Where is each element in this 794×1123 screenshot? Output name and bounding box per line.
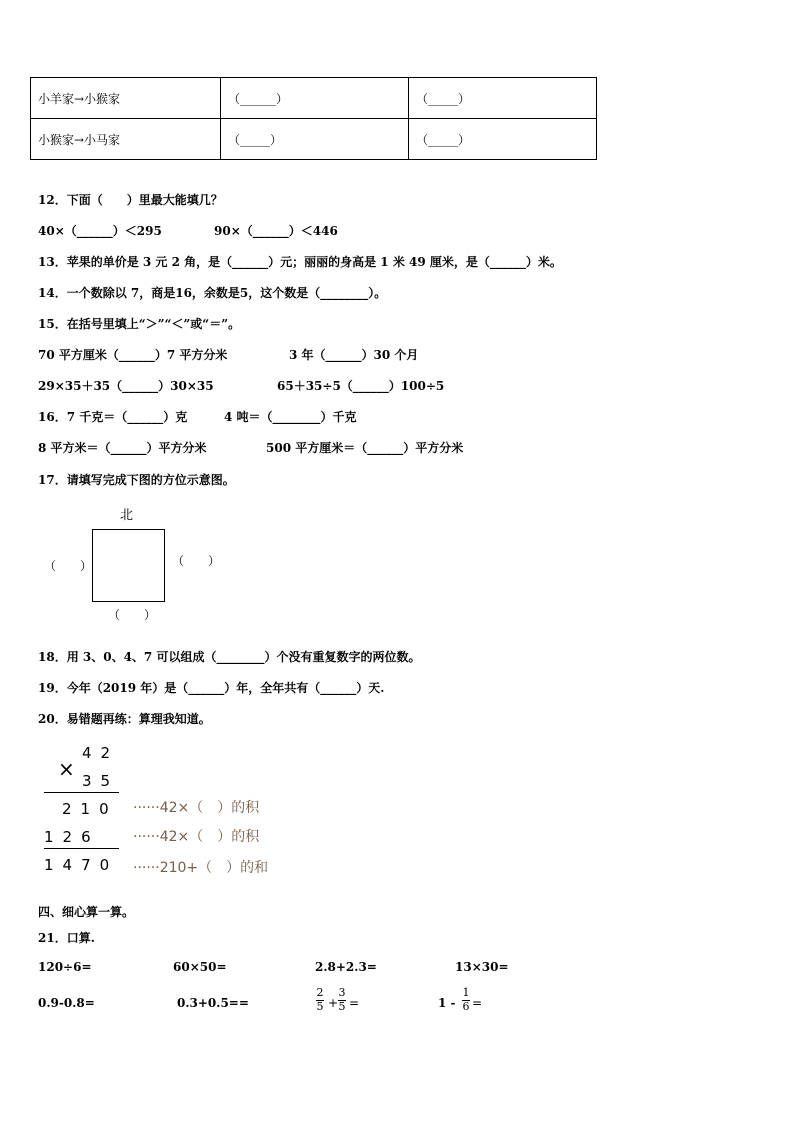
question-16-r2b: 500 平方厘米＝（______）平方分米	[266, 441, 464, 455]
north-label: 北	[120, 508, 134, 523]
question-12-title: 12．下面（ ）里最大能填几？	[38, 193, 223, 207]
table-cell: 小羊家→小猴家	[31, 78, 221, 119]
question-15-title: 15．在括号里填上“＞”“＜”或“＝”。	[38, 317, 241, 331]
table-cell: 小猴家→小马家	[31, 119, 221, 160]
calc-line-1	[44, 792, 119, 793]
multiply-sign: ×	[58, 757, 75, 781]
mental-calc-item: 120÷6=	[38, 960, 92, 974]
question-20-title: 20．易错题再练：算理我知道。	[38, 712, 211, 726]
blank-east: （ ）	[172, 554, 221, 568]
mental-calc-item: 0.3+0.5==	[177, 996, 249, 1010]
equals-sign: =	[349, 996, 360, 1010]
partial-product-2: 126	[44, 828, 100, 846]
note-3: ······210+（ ）的和	[133, 860, 269, 876]
mental-calc-item: 13×30=	[455, 960, 509, 974]
blank-west: （ ）	[44, 559, 93, 573]
question-14: 14．一个数除以 7，商是16，余数是5，这个数是（________）。	[38, 286, 387, 300]
question-12-b: 90×（______）＜446	[214, 224, 338, 238]
question-12-a: 40×（______）＜295	[38, 224, 162, 238]
multiplier: 35	[82, 772, 120, 790]
partial-product-1: 210	[62, 800, 118, 818]
question-15-r2a: 29×35＋35（______）30×35	[38, 379, 214, 393]
section-4-title: 四、细心算一算。	[38, 905, 135, 919]
note-2: ······42×（ ）的积	[133, 829, 260, 845]
table-cell: （_____）	[409, 119, 597, 160]
question-17-title: 17．请填写完成下图的方位示意图。	[38, 473, 235, 487]
fraction-1-6: 1 6	[462, 986, 470, 1013]
question-21-title: 21．口算.	[38, 931, 95, 945]
table-row	[31, 78, 597, 119]
blank-south: （ ）	[108, 608, 157, 622]
product-result: 1470	[44, 856, 119, 874]
plus-sign: +	[328, 996, 339, 1010]
question-16-r2a: 8 平方米＝（______）平方分米	[38, 441, 207, 455]
question-15-r1b: 3 年（______）30 个月	[289, 348, 419, 362]
question-18: 18．用 3、0、4、7 可以组成（________）个没有重复数字的两位数。	[38, 650, 421, 664]
direction-square	[92, 529, 165, 602]
question-15-r2b: 65＋35÷5（______）100÷5	[277, 379, 445, 393]
calc-line-2	[44, 848, 119, 849]
fraction-3-5: 3 5	[338, 986, 346, 1013]
fraction-2-5: 2 5	[316, 986, 324, 1013]
mental-calc-item: 2.8+2.3=	[315, 960, 377, 974]
mental-calc-item: 0.9-0.8=	[38, 996, 95, 1010]
question-19: 19．今年（2019 年）是（______）年，全年共有（______）天.	[38, 681, 385, 695]
question-15-r1a: 70 平方厘米（______）7 平方分米	[38, 348, 228, 362]
mental-calc-item: 60×50=	[173, 960, 227, 974]
equals-sign: =	[472, 996, 483, 1010]
table-row	[31, 119, 597, 160]
question-16-r1b: 4 吨＝（________）千克	[224, 410, 357, 424]
multiplicand: 42	[82, 744, 120, 762]
one-minus: 1 -	[438, 996, 456, 1010]
question-16-r1a: 16．7 千克＝（______）克	[38, 410, 188, 424]
question-13: 13．苹果的单价是 3 元 2 角，是（______）元；丽丽的身高是 1 米 49 厘米，是（______）米。	[38, 255, 562, 269]
note-1: ······42×（ ）的积	[133, 800, 260, 816]
table-cell: （_____）	[221, 119, 409, 160]
table-cell: （_____）	[409, 78, 597, 119]
route-table	[30, 77, 597, 160]
table-cell: （______）	[221, 78, 409, 119]
